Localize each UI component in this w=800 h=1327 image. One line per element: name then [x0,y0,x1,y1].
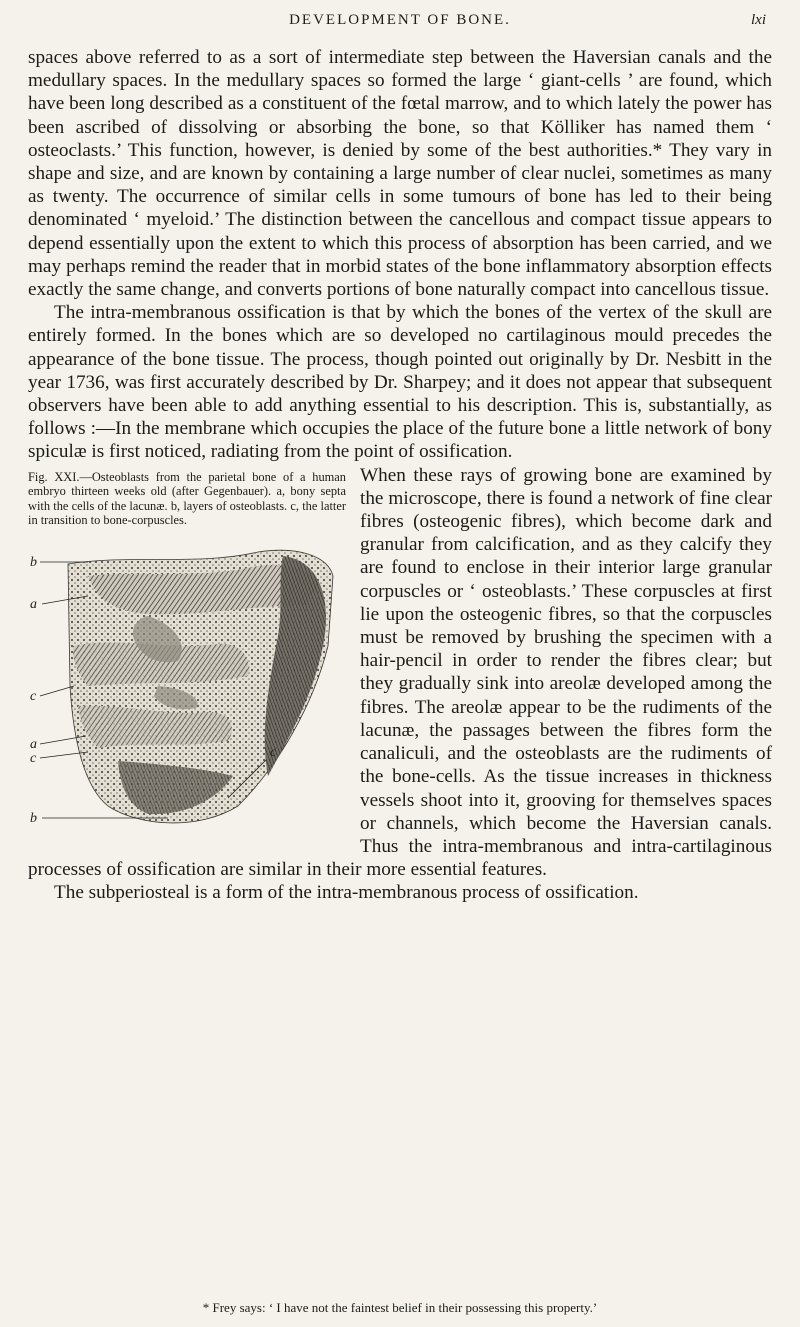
page-number: lxi [751,12,766,28]
running-title: DEVELOPMENT OF BONE. [289,12,511,28]
svg-text:c: c [30,689,37,705]
figure-caption: Fig. XXI.—Osteoblasts from the parietal bone of a human embryo thirteen weeks old (after Gegenbauer). a, bony septa with the cells of the lacunæ. b, layers of osteoblasts. c, the latter in transition to bone-corpuscles. [28,469,346,528]
svg-text:c: c [30,751,37,767]
paragraph-1: spaces above referred to as a sort of intermediate step between the Haversian canals and the medullary spaces. In the medullary spaces so formed the large ‘ giant-cells ’ are found, which have been long described as a constituent of the fœtal marrow, and to which lately the power has been ascribed of dissolving or absorbing the bone, so that Kölliker has named them ‘ osteoclasts.’ This function, however, is denied by some of the best authorities.* They vary in shape and size, and are known by containing a large number of clear nuclei, sometimes as many as twenty. The occurrence of similar cells in some tumours of bone has led to their being denominated ‘ myeloid.’ The distinction between the cancellous and compact tissue appears to depend essentially upon the extent to which this process of absorption has been carried, and we may perhaps remind the reader that in morbid states of the bone inflammatory absorption effects exactly the same change, and converts portions of bone naturally compact into cancellous tissue. [28,47,772,301]
svg-text:c: c [270,745,277,761]
svg-text:a: a [30,737,37,753]
page [28,0,772,1327]
paragraph-2: The intra-membranous ossification is that by which the bones of the vertex of the skull are entirely formed. In the bones which are so developed no cartilaginous mould precedes the appearance of the bone tissue. The process, though pointed out originally by Dr. Nesbitt in the year 1736, was first accurately described by Dr. Sharpey; and it does not appear that subsequent observers have been able to add anything essential to his description. This is, substantially, as follows :—In the membrane which occupies the place of the future bone a little network of bony spiculæ is first noticed, radiating from the point of ossification. [28,302,772,463]
svg-text:b: b [30,811,37,827]
footnote: * Frey says: ‘ I have not the faintest belief in their possessing this property.’ [202,1300,598,1315]
paragraph-3: When these rays of growing bone are examined by the microscope, there is found a network of fine clear fibres (osteogenic fibres), which become dark and granular from calcification, and as they calcify they are found to enclose in their interior large granular corpuscles or ‘ osteoblasts.’ These corpuscles at first lie upon the osteogenic fibres, so that the corpuscles must be removed by brushing the specimen with a hair-pencil in order to render the fibres clear; but they gradually sink into areolæ developed among the fibres. The areolæ appear to be the rudiments of the lacunæ, the passages between the fibres form the canaliculi, and the osteoblasts are the rudiments of the bone-cells. As the tissue increases in thickness vessels shoot into it, grooving for themselves spaces or channels, which become the Haversian canals. Thus the intra-membranous and intra-cartilaginous processes of ossification are similar in their more essential features. [28,464,772,881]
osteoblast-illustration [28,536,346,836]
paragraph-4: The subperiosteal is a form of the intra-membranous process of ossification. [54,882,639,904]
svg-text:b: b [30,555,37,571]
svg-text:a: a [30,597,37,613]
running-head [28,0,772,46]
figure [28,470,346,836]
